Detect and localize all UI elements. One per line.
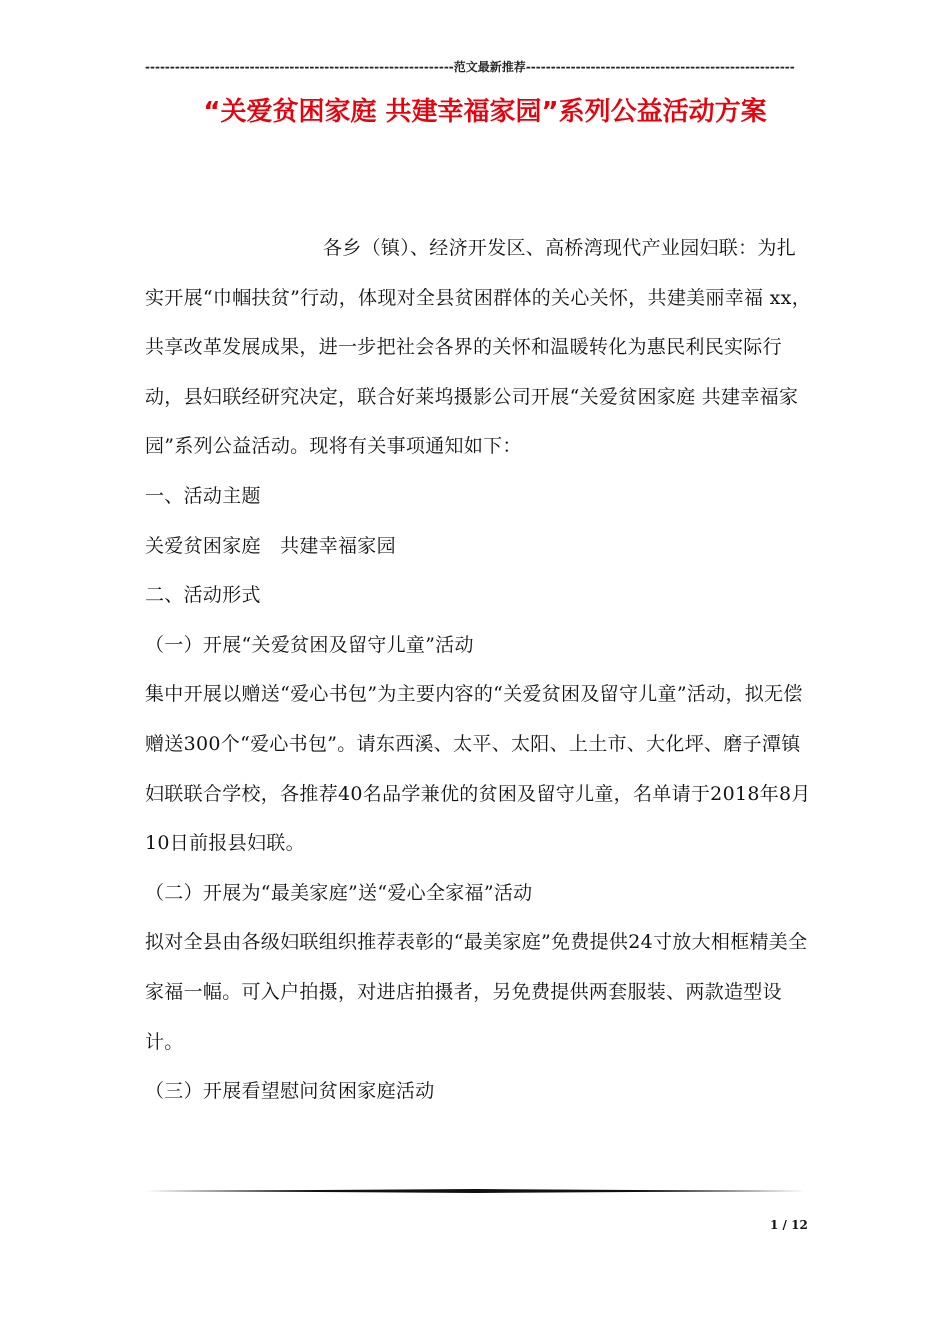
document-body bbox=[145, 224, 815, 1117]
subheading-2: （二）开展为“最美家庭”送“爱心全家福”活动 bbox=[145, 881, 533, 904]
document-title: “关爱贫困家庭 共建幸福家园”系列公益活动方案 bbox=[203, 97, 767, 127]
paragraph-1: 集中开展以赠送“爱心书包”为主要内容的“关爱贫困及留守儿童”活动，拟无偿赠送300个“爱心书包”。请东西溪、太平、太阳、上土市、大化坪、磨子潭镇妇联联合学校，各推荐40名品学兼优的贫困及留守儿童，名单请于2018年8月10日前报县妇联。 bbox=[145, 683, 811, 855]
header-dashes-right: ------------------------------------------------------ bbox=[525, 60, 795, 74]
heading-theme: 一、活动主题 bbox=[145, 484, 261, 507]
heading-form: 二、活动形式 bbox=[145, 584, 261, 607]
paragraph-intro: 各乡（镇）、经济开发区、高桥湾现代产业园妇联：为扎实开展“巾帼扶贫”行动，体现对全县贫困群体的关心关怀，共建美丽幸福 xx，共享改革发展成果，进一步把社会各界的关怀和温暖转化为惠民利民实际行动，县妇联经研究决定，联合好莱坞摄影公司开展“关爱贫困家庭 共建幸福家园”系列公益活动。现将有关事项通知如下： bbox=[145, 237, 811, 458]
header-dashes-left: -------------------------------------------------------------- bbox=[145, 60, 454, 74]
header-label: 范文最新推荐 bbox=[453, 60, 526, 74]
paragraph-2: 拟对全县由各级妇联组织推荐表彰的“最美家庭”免费提供24寸放大相框精美全家福一幅。可入户拍摄，对进店拍摄者，另免费提供两套服装、两款造型设计。 bbox=[145, 931, 808, 1053]
subheading-1: （一）开展“关爱贫困及留守儿童”活动 bbox=[145, 633, 474, 656]
paragraph-theme: 关爱贫困家庭 共建幸福家园 bbox=[145, 534, 396, 557]
footer-divider bbox=[145, 1189, 805, 1193]
page-header bbox=[145, 59, 795, 75]
page-number: 1 / 12 bbox=[770, 1218, 808, 1232]
subheading-3: （三）开展看望慰问贫困家庭活动 bbox=[145, 1080, 435, 1103]
